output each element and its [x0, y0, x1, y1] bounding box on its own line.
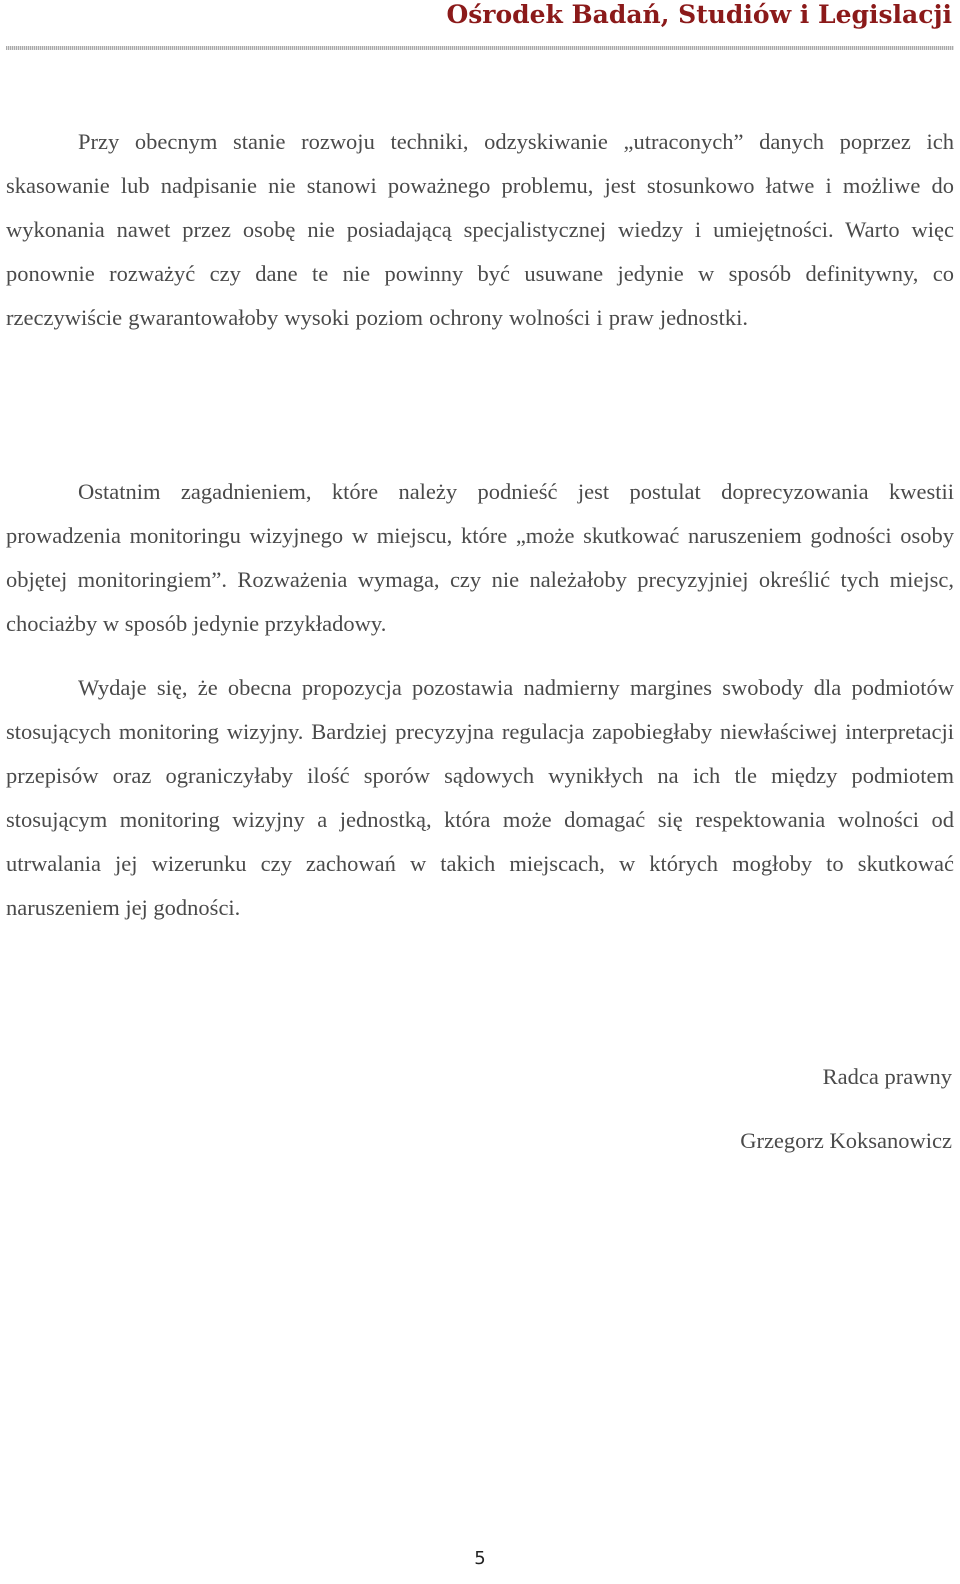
header-title: Ośrodek Badań, Studiów i Legislacji [446, 0, 952, 29]
paragraph-3: Wydaje się, że obecna propozycja pozostawia nadmierny margines swobody dla podmiotów stosujących monitoring wizyjny. Bardziej precyzyjna regulacja zapobiegłaby niewłaściwej interpretacji przepisów oraz ograniczyłaby ilość sporów sądowych wynikłych na ich tle między podmiotem stosującym monitoring wizyjny a jednostką, która może domagać się respektowania wolności od utrwalania jej wizerunku czy zachowań w takich miejscach, w których mogłoby to skutkować naruszeniem jej godności. [6, 675, 954, 920]
page-number: 5 [474, 1548, 486, 1569]
paragraph-2: Ostatnim zagadnieniem, które należy podnieść jest postulat doprecyzowania kwestii prowadzenia monitoringu wizyjnego w miejscu, które „może skutkować naruszeniem godności osoby objętej monitoringiem”. Rozważenia wymaga, czy nie należałoby precyzyjniej określić tych miejsc, chociażby w sposób jedynie przykładowy. [6, 479, 954, 636]
signature-role: Radca prawny [822, 1064, 952, 1089]
header-divider [6, 46, 954, 50]
paragraph-1: Przy obecnym stanie rozwoju techniki, odzyskiwanie „utraconych” danych poprzez ich skasowanie lub nadpisanie nie stanowi poważnego problemu, jest stosunkowo łatwe i możliwe do wykonania nawet przez osobę nie posiadającą specjalistycznej wiedzy i umiejętności. Warto więc ponownie rozważyć czy dane te nie powinny być usuwane jedynie w sposób definitywny, co rzeczywiście gwarantowałoby wysoki poziom ochrony wolności i praw jednostki. [6, 129, 954, 330]
signature-name: Grzegorz Koksanowicz [740, 1128, 952, 1153]
page-header [0, 0, 960, 56]
